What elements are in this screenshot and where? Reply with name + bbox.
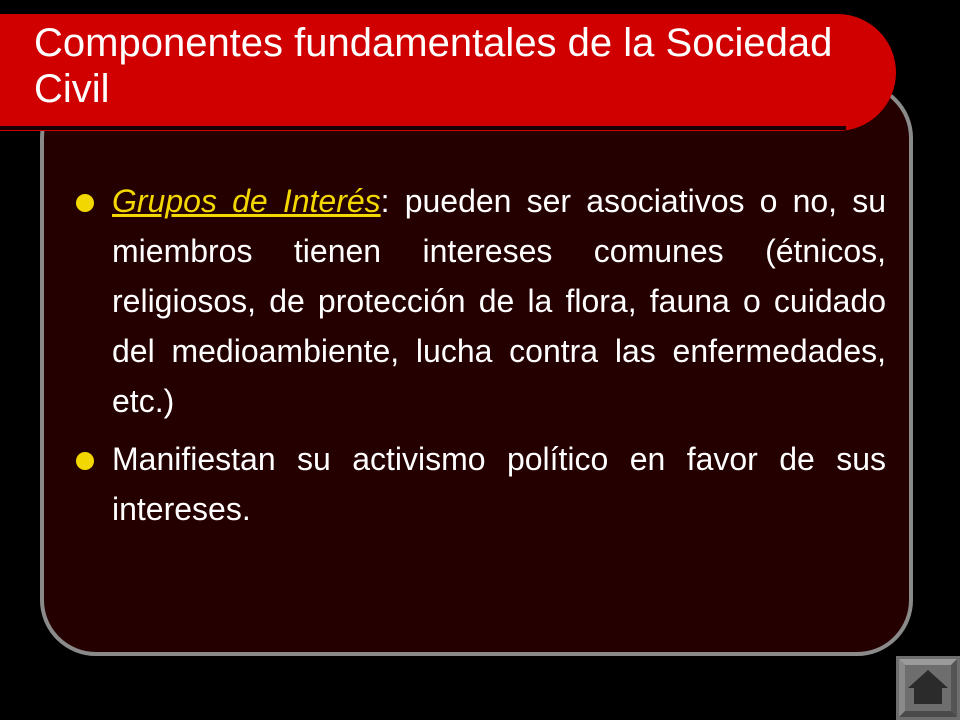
bullet-text: : pueden ser asociativos o no, su miembros tienen intereses comunes (étnicos, religiosos, de protección de la flora, fauna o cuidado del medioambiente, lucha contra las enfermedades, etc.) [112,183,887,419]
bullet-list [76,176,886,542]
slide-title: Componentes fundamentales de la Sociedad Civil [34,21,833,111]
bullet-dot-icon [76,194,94,212]
home-icon [896,656,960,720]
title-underline [0,126,846,130]
grupos-de-interes-link[interactable]: Grupos de Interés [112,183,381,219]
home-button[interactable] [896,656,960,720]
bullet-item [76,176,886,426]
bullet-dot-icon [76,452,94,470]
bullet-text: Manifiestan su activismo político en favor de sus intereses. [112,441,886,527]
bullet-item [76,434,886,534]
